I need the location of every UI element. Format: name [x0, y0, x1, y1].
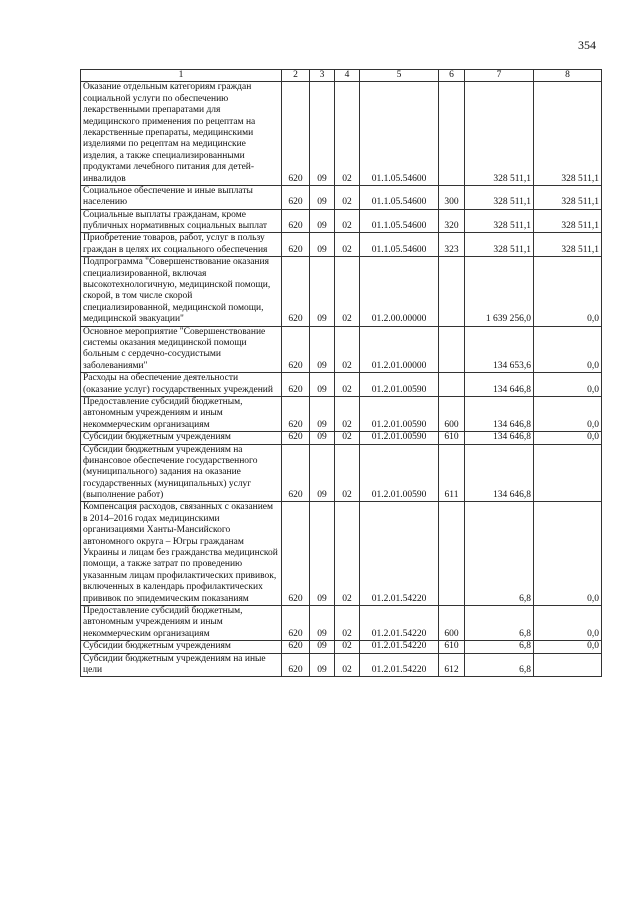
table-row — [81, 641, 602, 653]
amount-2018: 0,0 — [534, 432, 602, 444]
target-article-code: 01.2.01.54220 — [360, 653, 439, 677]
row-name: Основное мероприятие "Совершенствование системы оказания медицинской помощи больным с сердечно-сосудистыми заболеваниями" — [81, 326, 282, 373]
section-code: 09 — [310, 444, 335, 502]
subsection-code: 02 — [335, 653, 360, 677]
ved-code: 620 — [282, 326, 310, 373]
expense-type-code: 320 — [439, 209, 465, 233]
amount-2017: 134 646,8 — [465, 432, 534, 444]
table-row — [81, 326, 602, 373]
target-article-code: 01.2.01.54220 — [360, 641, 439, 653]
expense-type-code: 611 — [439, 444, 465, 502]
amount-2018: 328 511,1 — [534, 82, 602, 186]
column-header: 1 — [81, 70, 282, 82]
row-name: Субсидии бюджетным учреждениям на финансовое обеспечение государственного (муниципального) задания на оказание государственных (муниципальных) услуг (выполнение работ) — [81, 444, 282, 502]
expense-type-code: 612 — [439, 653, 465, 677]
row-name: Расходы на обеспечение деятельности (оказание услуг) государственных учреждений — [81, 373, 282, 397]
amount-2018 — [534, 444, 602, 502]
target-article-code: 01.2.01.54220 — [360, 605, 439, 640]
section-code: 09 — [310, 233, 335, 257]
ved-code: 620 — [282, 257, 310, 326]
header-row — [81, 70, 602, 82]
amount-2017: 328 511,1 — [465, 233, 534, 257]
table-row — [81, 257, 602, 326]
amount-2017: 6,8 — [465, 653, 534, 677]
target-article-code: 01.2.01.00000 — [360, 326, 439, 373]
expense-type-code: 610 — [439, 641, 465, 653]
amount-2018: 0,0 — [534, 257, 602, 326]
target-article-code: 01.2.01.00590 — [360, 432, 439, 444]
subsection-code: 02 — [335, 605, 360, 640]
ved-code: 620 — [282, 444, 310, 502]
expense-type-code: 300 — [439, 185, 465, 209]
section-code: 09 — [310, 326, 335, 373]
column-header: 5 — [360, 70, 439, 82]
section-code: 09 — [310, 502, 335, 606]
ved-code: 620 — [282, 82, 310, 186]
subsection-code: 02 — [335, 396, 360, 431]
section-code: 09 — [310, 396, 335, 431]
target-article-code: 01.2.01.00590 — [360, 373, 439, 397]
target-article-code: 01.1.05.54600 — [360, 233, 439, 257]
section-code: 09 — [310, 257, 335, 326]
column-header: 3 — [310, 70, 335, 82]
amount-2018: 0,0 — [534, 326, 602, 373]
section-code: 09 — [310, 82, 335, 186]
expense-type-code: 600 — [439, 605, 465, 640]
row-name: Социальное обеспечение и иные выплаты населению — [81, 185, 282, 209]
amount-2018: 0,0 — [534, 373, 602, 397]
section-code: 09 — [310, 373, 335, 397]
expense-type-code: 610 — [439, 432, 465, 444]
section-code: 09 — [310, 605, 335, 640]
amount-2018: 0,0 — [534, 641, 602, 653]
row-name: Компенсация расходов, связанных с оказанием в 2014–2016 годах медицинскими организациями Ханты-Мансийского автономного округа – Югры гражданам Украины и лицам без гражданства медицинской помощи, а также затрат по проведению указанным лицам профилактических прививок, включенных в календарь профилактических прививок по эпидемическим показаниям — [81, 502, 282, 606]
target-article-code: 01.1.05.54600 — [360, 185, 439, 209]
section-code: 09 — [310, 209, 335, 233]
amount-2017: 134 646,8 — [465, 373, 534, 397]
column-header: 8 — [534, 70, 602, 82]
table-row — [81, 444, 602, 502]
subsection-code: 02 — [335, 209, 360, 233]
table-row — [81, 185, 602, 209]
row-name: Оказание отдельным категориям граждан социальной услуги по обеспечению лекарственными препаратами для медицинского применения по рецептам на лекарственные препараты, медицинскими изделиями по рецептам на медицинские изделия, а также специализированными продуктами лечебного питания для детей-инвалидов — [81, 82, 282, 186]
table-row — [81, 209, 602, 233]
expense-type-code — [439, 257, 465, 326]
amount-2017: 328 511,1 — [465, 82, 534, 186]
section-code: 09 — [310, 432, 335, 444]
ved-code: 620 — [282, 641, 310, 653]
budget-table — [80, 69, 602, 677]
target-article-code: 01.2.01.00590 — [360, 396, 439, 431]
subsection-code: 02 — [335, 82, 360, 186]
expense-type-code — [439, 373, 465, 397]
amount-2018 — [534, 653, 602, 677]
expense-type-code — [439, 82, 465, 186]
amount-2017: 134 646,8 — [465, 444, 534, 502]
row-name: Подпрограмма "Совершенствование оказания специализированной, включая высокотехнологичную, медицинской помощи, скорой, в том числе скорой специализированной, медицинской помощи, медицинской эвакуации" — [81, 257, 282, 326]
table-row — [81, 653, 602, 677]
row-name: Субсидии бюджетным учреждениям — [81, 641, 282, 653]
row-name: Приобретение товаров, работ, услуг в пользу граждан в целях их социального обеспечения — [81, 233, 282, 257]
section-code: 09 — [310, 653, 335, 677]
table-row — [81, 233, 602, 257]
ved-code: 620 — [282, 396, 310, 431]
table-row — [81, 432, 602, 444]
subsection-code: 02 — [335, 373, 360, 397]
target-article-code: 01.1.05.54600 — [360, 82, 439, 186]
ved-code: 620 — [282, 185, 310, 209]
table-row — [81, 396, 602, 431]
subsection-code: 02 — [335, 444, 360, 502]
expense-type-code — [439, 502, 465, 606]
ved-code: 620 — [282, 502, 310, 606]
amount-2017: 328 511,1 — [465, 185, 534, 209]
subsection-code: 02 — [335, 233, 360, 257]
amount-2017: 6,8 — [465, 502, 534, 606]
section-code: 09 — [310, 641, 335, 653]
subsection-code: 02 — [335, 185, 360, 209]
expense-type-code — [439, 326, 465, 373]
amount-2018: 328 511,1 — [534, 233, 602, 257]
table-row — [81, 82, 602, 186]
subsection-code: 02 — [335, 432, 360, 444]
subsection-code: 02 — [335, 257, 360, 326]
table-row — [81, 373, 602, 397]
amount-2017: 6,8 — [465, 605, 534, 640]
amount-2018: 328 511,1 — [534, 209, 602, 233]
subsection-code: 02 — [335, 326, 360, 373]
target-article-code: 01.2.01.54220 — [360, 502, 439, 606]
ved-code: 620 — [282, 233, 310, 257]
expense-type-code: 323 — [439, 233, 465, 257]
row-name: Субсидии бюджетным учреждениям на иные цели — [81, 653, 282, 677]
row-name: Предоставление субсидий бюджетным, автономным учреждениям и иным некоммерческим организациям — [81, 396, 282, 431]
amount-2018: 328 511,1 — [534, 185, 602, 209]
section-code: 09 — [310, 185, 335, 209]
row-name: Социальные выплаты гражданам, кроме публичных нормативных социальных выплат — [81, 209, 282, 233]
amount-2017: 134 653,6 — [465, 326, 534, 373]
column-header: 6 — [439, 70, 465, 82]
target-article-code: 01.2.01.00590 — [360, 444, 439, 502]
amount-2017: 328 511,1 — [465, 209, 534, 233]
amount-2018: 0,0 — [534, 502, 602, 606]
table-body — [81, 82, 602, 677]
expense-type-code: 600 — [439, 396, 465, 431]
target-article-code: 01.2.00.00000 — [360, 257, 439, 326]
amount-2018: 0,0 — [534, 396, 602, 431]
amount-2017: 1 639 256,0 — [465, 257, 534, 326]
subsection-code: 02 — [335, 502, 360, 606]
subsection-code: 02 — [335, 641, 360, 653]
target-article-code: 01.1.05.54600 — [360, 209, 439, 233]
ved-code: 620 — [282, 209, 310, 233]
amount-2017: 134 646,8 — [465, 396, 534, 431]
ved-code: 620 — [282, 653, 310, 677]
ved-code: 620 — [282, 373, 310, 397]
page-number: 354 — [578, 38, 596, 52]
row-name: Субсидии бюджетным учреждениям — [81, 432, 282, 444]
amount-2017: 6,8 — [465, 641, 534, 653]
amount-2018: 0,0 — [534, 605, 602, 640]
table-row — [81, 502, 602, 606]
ved-code: 620 — [282, 432, 310, 444]
row-name: Предоставление субсидий бюджетным, автономным учреждениям и иным некоммерческим организациям — [81, 605, 282, 640]
column-header: 4 — [335, 70, 360, 82]
ved-code: 620 — [282, 605, 310, 640]
column-header: 7 — [465, 70, 534, 82]
table-row — [81, 605, 602, 640]
column-header: 2 — [282, 70, 310, 82]
